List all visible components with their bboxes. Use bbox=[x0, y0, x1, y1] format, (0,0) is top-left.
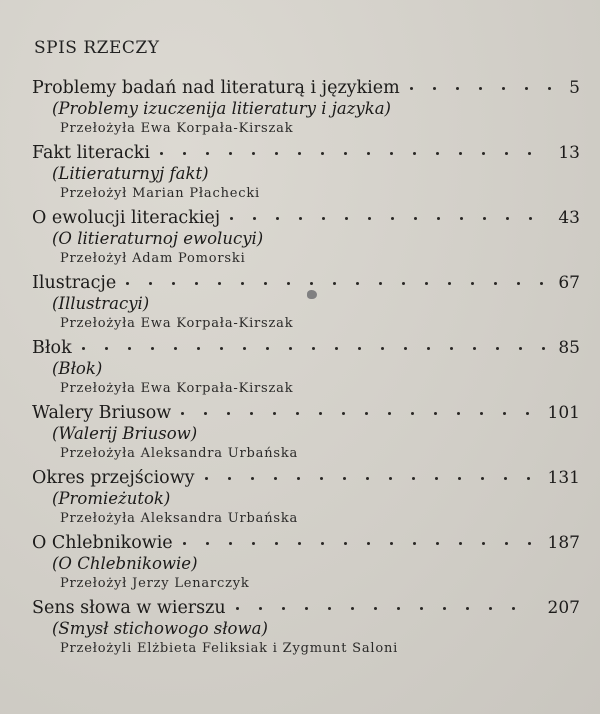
toc-title: Fakt literacki bbox=[32, 143, 150, 163]
leader-dot bbox=[502, 87, 505, 90]
leader-dot bbox=[529, 217, 532, 220]
toc-original-title: (Litieraturnyj fakt) bbox=[52, 164, 209, 183]
leader-dot bbox=[266, 347, 269, 350]
leader-dot bbox=[204, 412, 207, 415]
leader-dot bbox=[448, 282, 451, 285]
leader-dot bbox=[526, 412, 529, 415]
leader-dot bbox=[527, 477, 530, 480]
leader-dot bbox=[494, 282, 497, 285]
leader-dot bbox=[298, 152, 301, 155]
leader-dot bbox=[414, 217, 417, 220]
leader-dot bbox=[410, 87, 413, 90]
leader-dot bbox=[460, 217, 463, 220]
leader-dot bbox=[287, 282, 290, 285]
leader-dot bbox=[328, 607, 331, 610]
leader-dot bbox=[459, 542, 462, 545]
toc-page-number: 5 bbox=[569, 78, 580, 98]
toc-page-number: 101 bbox=[547, 403, 580, 423]
leader-dot bbox=[466, 607, 469, 610]
toc-entry bbox=[0, 403, 600, 468]
toc-title: Ilustracje bbox=[32, 273, 117, 293]
leader-dot bbox=[322, 217, 325, 220]
leader-dot bbox=[458, 477, 461, 480]
leader-dot bbox=[343, 477, 346, 480]
leader-dot bbox=[404, 347, 407, 350]
leader-dot bbox=[528, 152, 531, 155]
leader-dot bbox=[149, 282, 152, 285]
leader-dot bbox=[402, 282, 405, 285]
leader-dot bbox=[160, 152, 163, 155]
leader-dot bbox=[335, 347, 338, 350]
toc-entry bbox=[0, 338, 600, 403]
leader-dot bbox=[390, 152, 393, 155]
toc-translator: Przełożyła Ewa Korpała-Kirszak bbox=[60, 316, 294, 331]
leader-dot bbox=[259, 607, 262, 610]
leader-dot bbox=[437, 217, 440, 220]
toc-page-number: 43 bbox=[558, 208, 580, 228]
leader-dot bbox=[297, 477, 300, 480]
leader-dot bbox=[252, 152, 255, 155]
leader-dot bbox=[299, 217, 302, 220]
leader-dot bbox=[312, 347, 315, 350]
toc-title: Błok bbox=[32, 338, 72, 358]
toc-title: O ewolucji literackiej bbox=[32, 208, 221, 228]
leader-dot bbox=[504, 477, 507, 480]
leader-dot bbox=[450, 347, 453, 350]
leader-dot bbox=[296, 412, 299, 415]
leader-dot bbox=[481, 477, 484, 480]
leader-dot bbox=[220, 347, 223, 350]
toc-translator: Przełożył Adam Pomorski bbox=[60, 251, 246, 266]
leader-dot bbox=[480, 412, 483, 415]
leader-dot bbox=[345, 217, 348, 220]
leader-dot bbox=[195, 282, 198, 285]
leader-dot bbox=[519, 347, 522, 350]
toc-page-number: 67 bbox=[558, 273, 580, 293]
leader-dot bbox=[540, 282, 543, 285]
leader-dot bbox=[253, 217, 256, 220]
leader-dot bbox=[276, 217, 279, 220]
toc-translator: Przełożył Jerzy Lenarczyk bbox=[60, 576, 250, 591]
leader-dot bbox=[512, 607, 515, 610]
toc-title: Sens słowa w wierszu bbox=[32, 598, 226, 618]
ink-smudge bbox=[307, 290, 317, 299]
leader-dot bbox=[473, 347, 476, 350]
leader-dot bbox=[528, 542, 531, 545]
leader-dot bbox=[230, 217, 233, 220]
leader-dot bbox=[205, 477, 208, 480]
dot-leader bbox=[32, 338, 580, 362]
leader-dot bbox=[251, 477, 254, 480]
toc-entry bbox=[0, 533, 600, 598]
toc-translator: Przełożyła Aleksandra Urbańska bbox=[60, 511, 299, 526]
leader-dot bbox=[397, 607, 400, 610]
toc-entry bbox=[0, 468, 600, 533]
leader-dot bbox=[420, 607, 423, 610]
leader-dot bbox=[482, 152, 485, 155]
leader-dot bbox=[457, 412, 460, 415]
leader-dot bbox=[252, 542, 255, 545]
leader-dot bbox=[305, 607, 308, 610]
leader-dot bbox=[174, 347, 177, 350]
leader-dot bbox=[368, 217, 371, 220]
toc-entry bbox=[0, 273, 600, 338]
leader-dot bbox=[496, 347, 499, 350]
toc-original-title: (Walerij Briusow) bbox=[52, 424, 198, 443]
leader-dot bbox=[151, 347, 154, 350]
leader-dot bbox=[275, 152, 278, 155]
leader-dot bbox=[483, 217, 486, 220]
toc-entry bbox=[0, 208, 600, 273]
leader-dot bbox=[381, 347, 384, 350]
leader-dot bbox=[366, 477, 369, 480]
leader-dot bbox=[358, 347, 361, 350]
toc-translator: Przełożyła Aleksandra Urbańska bbox=[60, 446, 299, 461]
leader-dot bbox=[506, 217, 509, 220]
leader-dot bbox=[321, 542, 324, 545]
toc-original-title: (Promieżutok) bbox=[52, 489, 171, 508]
leader-dot bbox=[505, 152, 508, 155]
toc-title-line bbox=[32, 338, 580, 362]
toc-translator: Przełożyli Elżbieta Feliksiak i Zygmunt Saloni bbox=[60, 641, 399, 656]
leader-dot bbox=[310, 282, 313, 285]
toc-title: O Chlebnikowie bbox=[32, 533, 173, 553]
leader-dot bbox=[320, 477, 323, 480]
leader-dot bbox=[105, 347, 108, 350]
toc-title: Walery Briusow bbox=[32, 403, 172, 423]
leader-dot bbox=[321, 152, 324, 155]
leader-dot bbox=[489, 607, 492, 610]
leader-dot bbox=[389, 477, 392, 480]
toc-translator: Przełożył Marian Płachecki bbox=[60, 186, 260, 201]
toc-heading: SPIS RZECZY bbox=[34, 38, 160, 58]
toc-entry bbox=[0, 78, 600, 143]
leader-dot bbox=[456, 87, 459, 90]
leader-dot bbox=[388, 412, 391, 415]
leader-dot bbox=[282, 607, 285, 610]
leader-dot bbox=[517, 282, 520, 285]
leader-dot bbox=[206, 152, 209, 155]
leader-dot bbox=[525, 87, 528, 90]
leader-dot bbox=[365, 412, 368, 415]
leader-dot bbox=[289, 347, 292, 350]
leader-dot bbox=[319, 412, 322, 415]
leader-dot bbox=[206, 542, 209, 545]
leader-dot bbox=[436, 152, 439, 155]
toc-original-title: (Błok) bbox=[52, 359, 103, 378]
leader-dot bbox=[228, 477, 231, 480]
leader-dot bbox=[413, 542, 416, 545]
leader-dot bbox=[443, 607, 446, 610]
leader-dot bbox=[227, 412, 230, 415]
leader-dot bbox=[482, 542, 485, 545]
leader-dot bbox=[427, 347, 430, 350]
leader-dot bbox=[273, 412, 276, 415]
leader-dot bbox=[367, 152, 370, 155]
toc-title: Okres przejściowy bbox=[32, 468, 195, 488]
leader-dot bbox=[183, 152, 186, 155]
leader-dot bbox=[264, 282, 267, 285]
toc-page-number: 187 bbox=[547, 533, 580, 553]
leader-dot bbox=[333, 282, 336, 285]
toc-page-number: 207 bbox=[547, 598, 580, 618]
leader-dot bbox=[505, 542, 508, 545]
leader-dot bbox=[548, 87, 551, 90]
toc-original-title: (O Chlebnikowie) bbox=[52, 554, 198, 573]
leader-dot bbox=[181, 412, 184, 415]
toc-translator: Przełożyła Ewa Korpała-Kirszak bbox=[60, 121, 294, 136]
toc-original-title: (Smysł stichowogo słowa) bbox=[52, 619, 268, 638]
leader-dot bbox=[298, 542, 301, 545]
leader-dot bbox=[275, 542, 278, 545]
leader-dot bbox=[479, 87, 482, 90]
leader-dot bbox=[241, 282, 244, 285]
leader-dot bbox=[351, 607, 354, 610]
leader-dot bbox=[172, 282, 175, 285]
leader-dot bbox=[229, 542, 232, 545]
leader-dot bbox=[471, 282, 474, 285]
leader-dot bbox=[413, 152, 416, 155]
leader-dot bbox=[436, 542, 439, 545]
toc-original-title: (Problemy izuczenija litieratury i jazyka) bbox=[52, 99, 391, 118]
leader-dot bbox=[459, 152, 462, 155]
leader-dot bbox=[250, 412, 253, 415]
leader-dot bbox=[236, 607, 239, 610]
leader-dot bbox=[542, 347, 545, 350]
toc-page-number: 13 bbox=[558, 143, 580, 163]
leader-dot bbox=[425, 282, 428, 285]
leader-dot bbox=[356, 282, 359, 285]
leader-dot bbox=[390, 542, 393, 545]
toc-entry bbox=[0, 143, 600, 208]
leader-dot bbox=[435, 477, 438, 480]
leader-dot bbox=[411, 412, 414, 415]
leader-dot bbox=[374, 607, 377, 610]
toc-title: Problemy badań nad literaturą i językiem bbox=[32, 78, 400, 98]
leader-dot bbox=[183, 542, 186, 545]
leader-dot bbox=[412, 477, 415, 480]
leader-dot bbox=[342, 412, 345, 415]
leader-dot bbox=[434, 412, 437, 415]
leader-dot bbox=[503, 412, 506, 415]
leader-dot bbox=[197, 347, 200, 350]
leader-dot bbox=[229, 152, 232, 155]
leader-dot bbox=[243, 347, 246, 350]
toc-entry bbox=[0, 598, 600, 663]
leader-dot bbox=[367, 542, 370, 545]
leader-dot bbox=[344, 542, 347, 545]
leader-dot bbox=[391, 217, 394, 220]
toc-page-number: 85 bbox=[558, 338, 580, 358]
leader-dot bbox=[379, 282, 382, 285]
table-of-contents bbox=[0, 78, 600, 663]
leader-dot bbox=[344, 152, 347, 155]
leader-dot bbox=[128, 347, 131, 350]
toc-page-number: 131 bbox=[547, 468, 580, 488]
leader-dot bbox=[274, 477, 277, 480]
toc-original-title: (Illustracyi) bbox=[52, 294, 150, 313]
toc-original-title: (O litieraturnoj ewolucyi) bbox=[52, 229, 264, 248]
leader-dot bbox=[218, 282, 221, 285]
leader-dot bbox=[126, 282, 129, 285]
leader-dot bbox=[433, 87, 436, 90]
toc-translator: Przełożyła Ewa Korpała-Kirszak bbox=[60, 381, 294, 396]
leader-dot bbox=[82, 347, 85, 350]
